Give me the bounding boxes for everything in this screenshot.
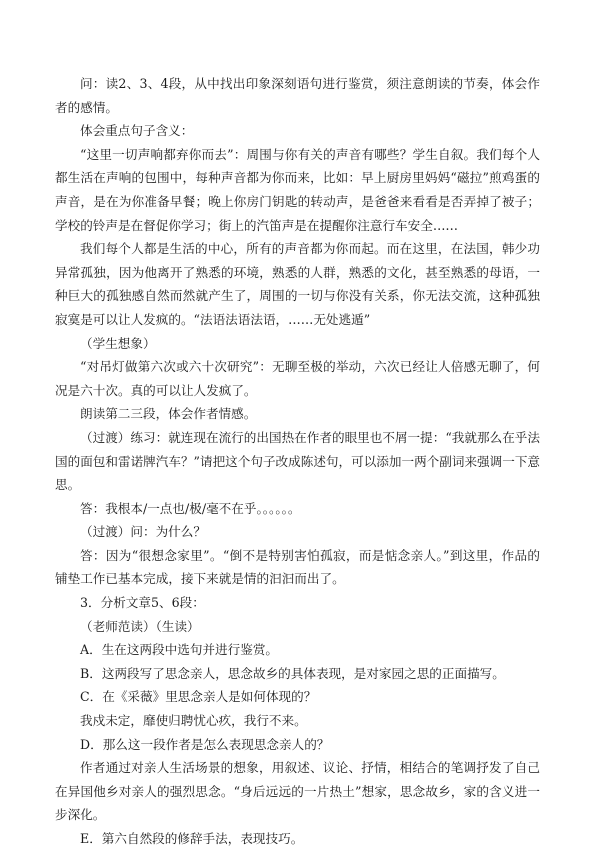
section-heading: 体会重点句子含义： (80, 123, 194, 139)
transition-question: （过渡）问：为什么？ (80, 524, 206, 540)
analysis-paragraph-sounds: “这里一切声响都弃你而去”：周围与你有关的声音有哪些？学生自叙。我们每个人都生活在声响的包围中，每种声音都为你而来，比如：早上厨房里妈妈“磁拉”煎鸡蛋的声音，是在为你准备早餐；晚上你房门钥匙的转动声，是爸爸来看看是否弄掉了被子；学校的铃声是在督促你学习；街上的汽笛声是在提醒你注意行车安全…… (55, 146, 540, 233)
reading-note: （老师范读）（生读） (80, 618, 200, 634)
student-imagine-note: （学生想象） (80, 335, 156, 351)
analysis-paragraph-chandelier: “对吊灯做第六次或六十次研究”：无聊至极的举动，六次已经让人倍感无聊了，何况是六十次。真的可以让人发疯了。 (55, 359, 540, 398)
document-body (55, 72, 540, 851)
answer-line: 答：我根本/一点也/极/毫不在乎。。。。。。 (80, 500, 301, 516)
analysis-paragraph-loneliness: 我们每个人都是生活的中心，所有的声音都为你而起。而在这里，在法国，韩少功异常孤独，因为他离开了熟悉的环境，熟悉的人群，熟悉的文化，甚至熟悉的母语，一种巨大的孤独感自然而然就产生了，周围的一切与你没有关系，你无法交流，这种孤独寂寞是可以让人发疯的。“法语法语法语，……无处逃遁” (55, 241, 540, 327)
item-d-answer: 作者通过对亲人生活场景的想象，用叙述、议论、抒情，相结合的笔调抒发了自己在异国他乡对亲人的强烈思念。“身后远远的一片热土”想家，思念故乡，家的含义进一步深化。 (55, 760, 540, 823)
question-paragraph: 问：读2、3、4段，从中找出印象深刻语句进行鉴赏，须注意朗读的节奏，体会作者的感情。 (55, 76, 540, 115)
answer-paragraph: 答：因为“很想念家里”。“倒不是特别害怕孤寂，而是惦念亲人。”到这里，作品的铺垫工作已基本完成，接下来就是情的汩汩而出了。 (55, 547, 540, 587)
poem-quote: 我戍未定，靡使归聘忧心疚，我行不来。 (80, 713, 307, 729)
item-c: C．在《采薇》里思念亲人是如何体现的？ (80, 689, 317, 705)
exercise-paragraph: （过渡）练习：就连现在流行的出国热在作者的眼里也不屑一提：“我就那么在乎法国的面包和雷诺牌汽车？”请把这个句子改成陈述句，可以添加一两个副词来强调一下意思。 (55, 429, 541, 493)
section-3-heading: 3．分析文章5、6段： (80, 595, 205, 611)
item-e: E．第六自然段的修辞手法，表现技巧。 (80, 831, 304, 846)
item-a: A．生在这两段中选句并进行鉴赏。 (80, 642, 279, 658)
item-b: B．这两段写了思念亲人，思念故乡的具体表现，是对家园之思的正面描写。 (80, 665, 505, 681)
item-d: D．那么这一段作者是怎么表现思念亲人的？ (80, 736, 330, 752)
reading-instruction: 朗读第二三段，体会作者情感。 (80, 406, 257, 422)
